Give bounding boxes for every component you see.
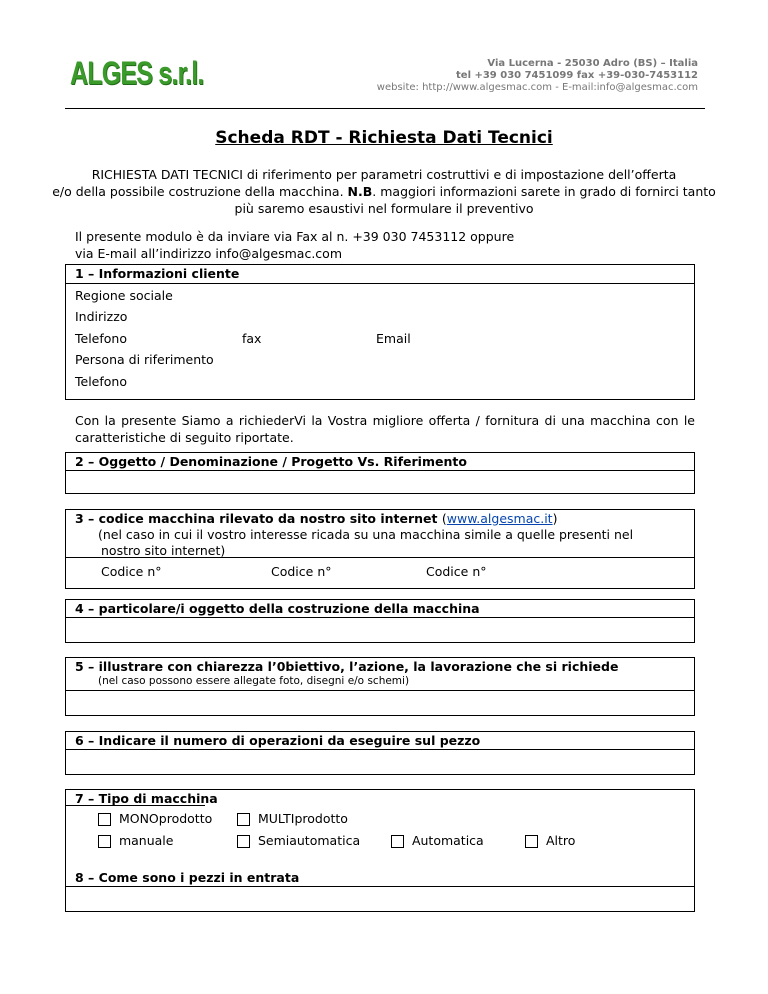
page-title: Scheda RDT - Richiesta Dati Tecnici	[215, 128, 553, 148]
field-persona-riferimento[interactable]: Persona di riferimento	[75, 352, 214, 367]
section-5-title: 5 – illustrare con chiarezza l’0biettivo, l’azione, la lavorazione che si richiede	[75, 659, 619, 674]
intro-nb: N.B	[347, 184, 373, 199]
section-4-input[interactable]	[66, 618, 694, 642]
field-email[interactable]: Email	[376, 331, 411, 346]
company-phones: tel +39 030 7451099 fax +39-030-7453112	[456, 70, 698, 81]
checkbox-automatica[interactable]	[391, 835, 404, 848]
checkbox-semiautomatica[interactable]	[237, 835, 250, 848]
section-2-input[interactable]	[66, 471, 694, 493]
section-1-title: 1 – Informazioni cliente	[75, 266, 240, 281]
field-codice-1[interactable]: Codice n°	[101, 564, 162, 579]
option-multiprodotto-label: MULTIprodotto	[257, 811, 348, 826]
option-automatica[interactable]	[391, 833, 484, 848]
section-5-note: (nel caso possono essere allegate foto, disegni e/o schemi)	[98, 675, 410, 687]
option-manuale[interactable]	[98, 833, 173, 848]
checkbox-altro[interactable]	[525, 835, 538, 848]
section-3-note-1: (nel caso in cui il vostro interesse ricada su una macchina simile a quelle presenti nel	[98, 527, 634, 542]
section-3-title-text: 3 – codice macchina rilevato da nostro sito internet	[75, 511, 438, 526]
company-web	[377, 82, 698, 94]
checkbox-multiprodotto[interactable]	[237, 813, 250, 826]
section-3-header-line	[65, 557, 695, 558]
field-indirizzo[interactable]: Indirizzo	[75, 309, 128, 324]
section-2-title: 2 – Oggetto / Denominazione / Progetto Vs. Riferimento	[75, 454, 467, 469]
section-6-input[interactable]	[66, 750, 694, 774]
company-address: Via Lucerna - 25030 Adro (BS) – Italia	[487, 58, 698, 69]
field-fax[interactable]: fax	[242, 331, 262, 346]
header-divider	[65, 108, 705, 109]
intro-line-2	[40, 183, 728, 200]
section-1-header-line	[65, 283, 695, 284]
section-3-title: 3 – codice macchina rilevato da nostro sito internet (www.algesmac.it)	[75, 511, 558, 526]
intro-line-2a: e/o della possibile costruzione della macchina.	[52, 184, 344, 199]
checkbox-manuale[interactable]	[98, 835, 111, 848]
section-4-title: 4 – particolare/i oggetto della costruzione della macchina	[75, 601, 480, 616]
send-line-2: via E-mail all’indirizzo info@algesmac.com	[75, 246, 342, 261]
option-semiautomatica-label: Semiautomatica	[257, 833, 361, 848]
field-ragione-sociale[interactable]: Regione sociale	[75, 288, 173, 303]
option-manuale-label: manuale	[118, 833, 174, 848]
section-8-title: 8 – Come sono i pezzi in entrata	[75, 870, 300, 885]
section-3-note-2: nostro sito internet)	[101, 543, 226, 558]
web-email-line: website: http://www.algesmac.com - E-mail:info@algesmac.com	[376, 82, 698, 93]
field-codice-2[interactable]: Codice n°	[271, 564, 332, 579]
field-codice-3[interactable]: Codice n°	[426, 564, 487, 579]
intro-line-2c: . maggiori informazioni sarete in grado di fornirci tanto	[372, 184, 716, 199]
intro-line-3: più saremo esaustivi nel formulare il preventivo	[234, 201, 534, 216]
option-monoprodotto[interactable]	[98, 811, 212, 826]
section-7-title: 7 – Tipo di macchina	[75, 791, 218, 806]
section-5-input[interactable]	[66, 691, 694, 715]
option-automatica-label: Automatica	[411, 833, 484, 848]
company-logo: ALGES s.r.l.	[70, 55, 204, 91]
field-telefono-2[interactable]: Telefono	[75, 374, 127, 389]
checkbox-monoprodotto[interactable]	[98, 813, 111, 826]
field-telefono[interactable]: Telefono	[75, 331, 127, 346]
website-link[interactable]: www.algesmac.it	[446, 511, 553, 526]
option-multiprodotto[interactable]	[237, 811, 348, 826]
offer-text: Con la presente Siamo a richiederVi la Vostra migliore offerta / fornitura di una macchina con le caratteristiche di seguito riportate.	[75, 413, 695, 445]
option-altro-label: Altro	[545, 833, 576, 848]
option-semiautomatica[interactable]	[237, 833, 360, 848]
section-6-title: 6 – Indicare il numero di operazioni da eseguire sul pezzo	[75, 733, 481, 748]
intro-line-1: RICHIESTA DATI TECNICI di riferimento per parametri costruttivi e di impostazione dell’offerta	[91, 167, 677, 182]
send-line-1: Il presente modulo è da inviare via Fax al n. +39 030 7453112 oppure	[75, 229, 515, 244]
section-8-input[interactable]	[66, 887, 694, 911]
option-monoprodotto-label: MONOprodotto	[118, 811, 213, 826]
option-altro[interactable]	[525, 833, 575, 848]
